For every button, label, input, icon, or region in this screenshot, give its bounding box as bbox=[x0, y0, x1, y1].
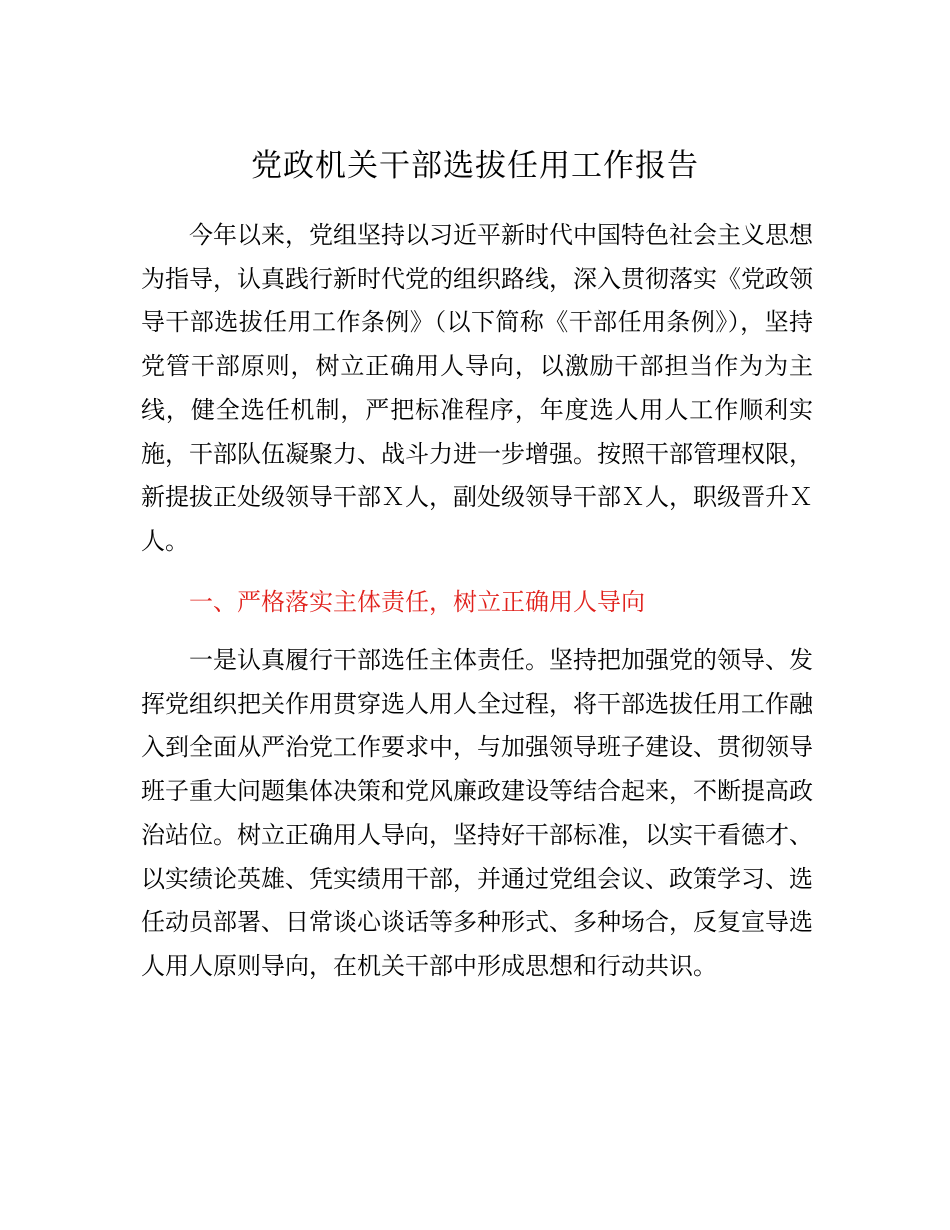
intro-paragraph: 今年以来，党组坚持以习近平新时代中国特色社会主义思想为指导，认真践行新时代党的组织路线，深入贯彻落实《党政领导干部选拔任用工作条例》（以下简称《干部任用条例》），坚持党管干部原则，树立正确用人导向，以激励干部担当作为为主线，健全选任机制，严把标准程序，年度选人用人工作顺利实施，干部队伍凝聚力、战斗力进一步增强。按照干部管理权限，新提拔正处级领导干部Ｘ人，副处级领导干部Ｘ人，职级晋升Ｘ人。 bbox=[141, 221, 813, 555]
document-title: 党政机关干部选拔任用工作报告 bbox=[251, 148, 699, 184]
section-1-heading: 一、严格落实主体责任，树立正确用人导向 bbox=[189, 588, 645, 616]
section-1-paragraph: 一是认真履行干部选任主体责任。坚持把加强党的领导、发挥党组织把关作用贯穿选人用人全过程，将干部选拔任用工作融入到全面从严治党工作要求中，与加强领导班子建设、贯彻领导班子重大问题集体决策和党风廉政建设等结合起来，不断提高政治站位。树立正确用人导向，坚持好干部标准，以实干看德才、以实绩论英雄、凭实绩用干部，并通过党组会议、政策学习、选任动员部署、日常谈心谈话等多种形式、多种场合，反复宣导选人用人原则导向，在机关干部中形成思想和行动共识。 bbox=[141, 646, 813, 980]
